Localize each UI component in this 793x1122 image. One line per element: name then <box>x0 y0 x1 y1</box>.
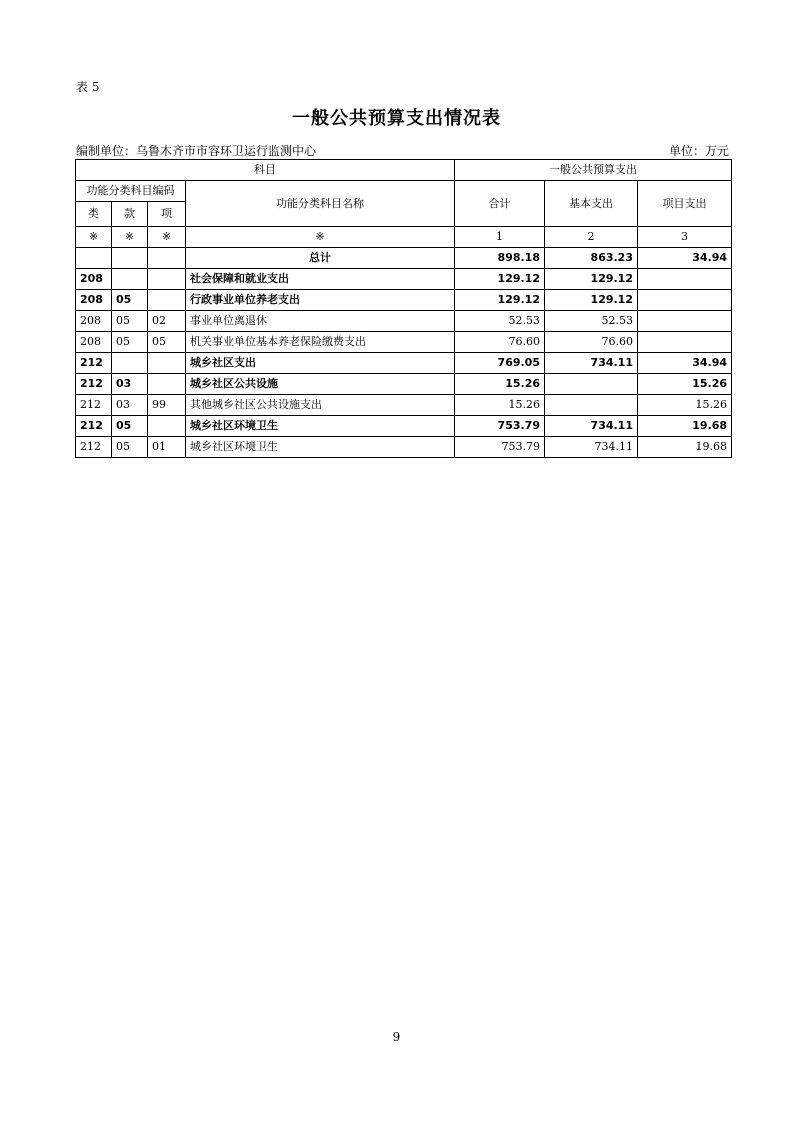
table-row <box>76 353 732 374</box>
table-row <box>76 416 732 437</box>
row-xiang: 99 <box>148 395 186 416</box>
table-row <box>76 290 732 311</box>
table-row <box>76 395 732 416</box>
table-label: 表 5 <box>76 80 100 94</box>
budget-table <box>75 159 732 458</box>
page-title: 一般公共预算支出情况表 <box>292 108 501 129</box>
header-kuan: 款 <box>112 202 148 227</box>
header-name: 功能分类科目名称 <box>186 181 455 227</box>
col-index-1: 1 <box>455 227 545 248</box>
row-xiang: 02 <box>148 311 186 332</box>
row-lei: 212 <box>76 437 112 458</box>
mark-xiang: ※ <box>148 227 186 248</box>
table-row <box>76 332 732 353</box>
mark-name: ※ <box>186 227 455 248</box>
row-lei: 212 <box>76 416 112 437</box>
total-row <box>76 248 732 269</box>
row-xiang <box>148 290 186 311</box>
row-total: 769.05 <box>455 353 545 374</box>
total-xiang <box>148 248 186 269</box>
row-basic: 734.11 <box>545 416 638 437</box>
row-kuan: 05 <box>112 290 148 311</box>
header-subject: 科目 <box>76 160 455 181</box>
row-basic: 734.11 <box>545 437 638 458</box>
row-kuan <box>112 269 148 290</box>
row-name: 行政事业单位养老支出 <box>186 290 455 311</box>
table-row <box>76 437 732 458</box>
row-project <box>638 290 732 311</box>
row-basic <box>545 395 638 416</box>
row-xiang: 01 <box>148 437 186 458</box>
table-row <box>76 374 732 395</box>
total-project: 34.94 <box>638 248 732 269</box>
row-basic <box>545 374 638 395</box>
row-basic: 76.60 <box>545 332 638 353</box>
row-basic: 734.11 <box>545 353 638 374</box>
row-total: 129.12 <box>455 269 545 290</box>
total-kuan <box>112 248 148 269</box>
row-total: 753.79 <box>455 437 545 458</box>
header-row-1 <box>76 160 732 181</box>
mark-lei: ※ <box>76 227 112 248</box>
row-name: 城乡社区环境卫生 <box>186 437 455 458</box>
row-lei: 208 <box>76 269 112 290</box>
header-xiang: 项 <box>148 202 186 227</box>
row-name: 城乡社区环境卫生 <box>186 416 455 437</box>
row-name: 城乡社区公共设施 <box>186 374 455 395</box>
row-basic: 52.53 <box>545 311 638 332</box>
row-project: 19.68 <box>638 416 732 437</box>
header-basic: 基本支出 <box>545 181 638 227</box>
row-total: 753.79 <box>455 416 545 437</box>
table-row <box>76 269 732 290</box>
row-basic: 129.12 <box>545 290 638 311</box>
row-xiang <box>148 269 186 290</box>
row-project: 19.68 <box>638 437 732 458</box>
row-xiang: 05 <box>148 332 186 353</box>
total-label: 总计 <box>186 248 455 269</box>
row-xiang <box>148 353 186 374</box>
page-number: 9 <box>392 1030 401 1044</box>
row-kuan: 03 <box>112 395 148 416</box>
row-kuan: 05 <box>112 437 148 458</box>
total-basic: 863.23 <box>545 248 638 269</box>
row-xiang <box>148 374 186 395</box>
row-total: 15.26 <box>455 395 545 416</box>
col-index-2: 2 <box>545 227 638 248</box>
row-lei: 212 <box>76 353 112 374</box>
row-project: 15.26 <box>638 395 732 416</box>
header-project: 项目支出 <box>638 181 732 227</box>
row-lei: 212 <box>76 374 112 395</box>
row-name: 城乡社区支出 <box>186 353 455 374</box>
mark-kuan: ※ <box>112 227 148 248</box>
row-total: 129.12 <box>455 290 545 311</box>
row-kuan: 05 <box>112 416 148 437</box>
row-kuan: 05 <box>112 332 148 353</box>
row-project: 34.94 <box>638 353 732 374</box>
row-total: 52.53 <box>455 311 545 332</box>
compiler-unit: 编制单位：乌鲁木齐市市容环卫运行监测中心 <box>76 144 317 158</box>
header-budget: 一般公共预算支出 <box>455 160 732 181</box>
header-row-2 <box>76 181 732 202</box>
row-xiang <box>148 416 186 437</box>
row-name: 社会保障和就业支出 <box>186 269 455 290</box>
row-basic: 129.12 <box>545 269 638 290</box>
row-total: 15.26 <box>455 374 545 395</box>
row-project: 15.26 <box>638 374 732 395</box>
table-row <box>76 311 732 332</box>
row-lei: 208 <box>76 332 112 353</box>
row-total: 76.60 <box>455 332 545 353</box>
row-lei: 212 <box>76 395 112 416</box>
row-name: 机关事业单位基本养老保险缴费支出 <box>186 332 455 353</box>
row-name: 事业单位离退休 <box>186 311 455 332</box>
col-index-3: 3 <box>638 227 732 248</box>
row-lei: 208 <box>76 311 112 332</box>
row-lei: 208 <box>76 290 112 311</box>
row-project <box>638 311 732 332</box>
currency-unit: 单位：万元 <box>668 144 729 158</box>
header-code-group: 功能分类科目编码 <box>76 181 186 202</box>
row-kuan <box>112 353 148 374</box>
total-total: 898.18 <box>455 248 545 269</box>
row-kuan: 03 <box>112 374 148 395</box>
row-project <box>638 269 732 290</box>
row-name: 其他城乡社区公共设施支出 <box>186 395 455 416</box>
total-lei <box>76 248 112 269</box>
header-lei: 类 <box>76 202 112 227</box>
header-total: 合计 <box>455 181 545 227</box>
row-project <box>638 332 732 353</box>
row-kuan: 05 <box>112 311 148 332</box>
header-row-4 <box>76 227 732 248</box>
